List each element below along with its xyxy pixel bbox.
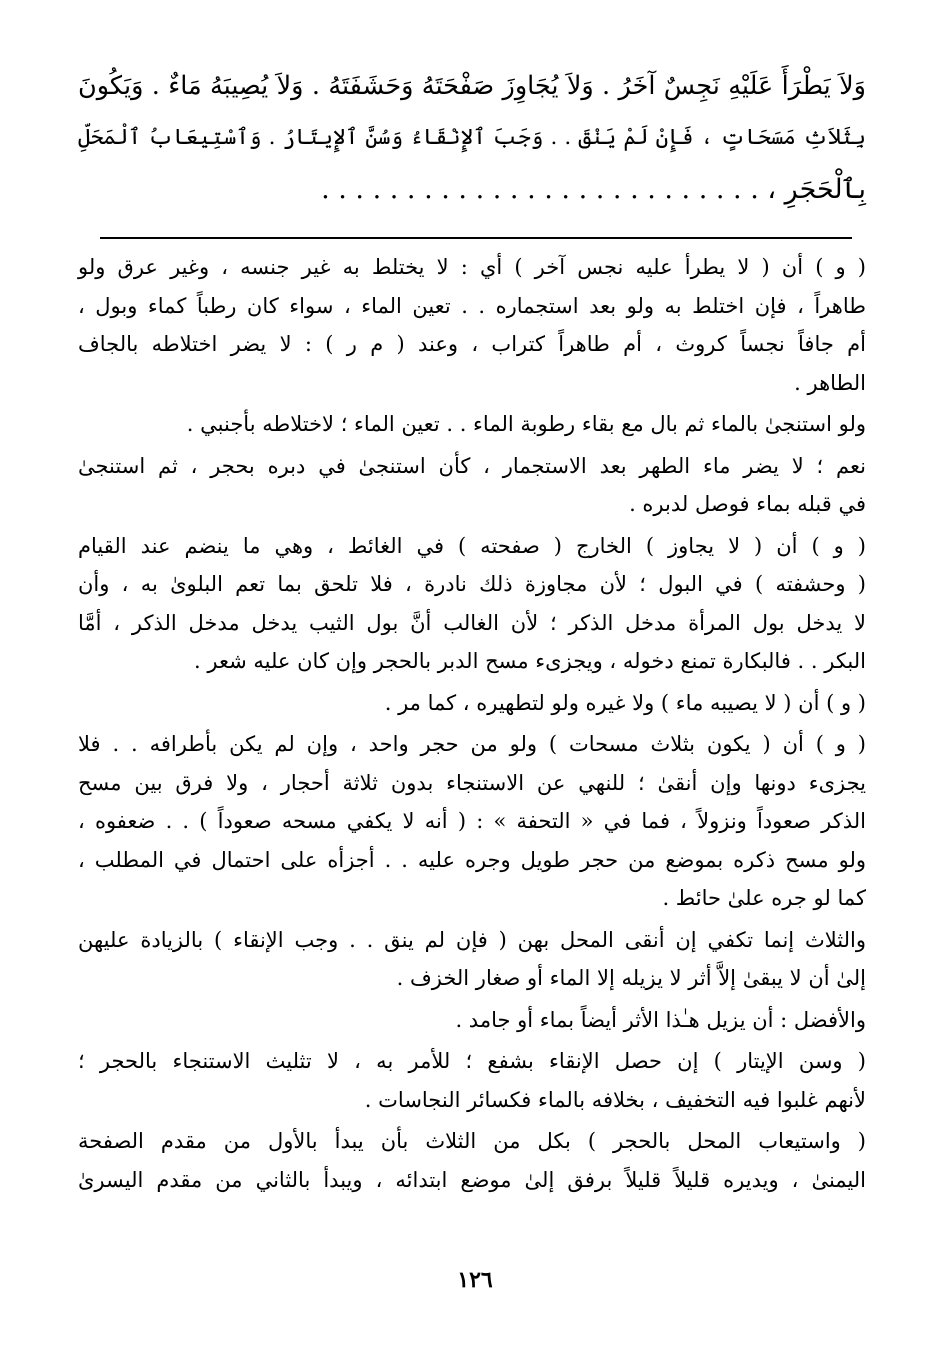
commentary-line: ( و ) أن ( لا يجاوز ) الخارج ( صفحته ) في الغائط ، وهي ما ينضم عند القيام: [78, 533, 866, 558]
commentary-line: لا يدخل بول المرأة مدخل الذكر ؛ لأن الغالب أنَّ بول الثيب يدخل مدخل الذكر ، أمَّا: [78, 610, 866, 635]
commentary-paragraph: [78, 1122, 866, 1199]
commentary-paragraph: [78, 684, 866, 723]
commentary-line: اليمنىٰ ، ويديره قليلاً قليلاً برفق إلىٰ موضع ابتدائه ، ويبدأ بالثاني من مقدم اليسرىٰ: [78, 1167, 866, 1192]
commentary-line: ( و ) أن ( يكون بثلاث مسحات ) ولو من حجر واحد ، وإن لم يكن بأطرافه . . فلا: [78, 732, 866, 756]
commentary-line: ولو مسح ذكره بموضع من حجر طويل وجره عليه . . أجزأه على احتمال في المطلب ،: [78, 847, 866, 872]
commentary-line: طاهراً ، فإن اختلط به ولو بعد استجماره . . تعين الماء ، سواء كان رطباً كماء وبول ،: [78, 293, 866, 318]
commentary-line: البكر . . فالبكارة تمنع دخوله ، ويجزىء مسح الدبر بالحجر وإن كان عليه شعر .: [194, 649, 866, 673]
commentary-line: ( واستيعاب المحل بالحجر ) بكل من الثلاث بأن يبدأ بالأول من مقدم الصفحة: [78, 1129, 866, 1153]
commentary-line: كما لو جره علىٰ حائط .: [662, 886, 866, 910]
commentary-paragraph: [78, 405, 866, 444]
commentary-paragraph: [78, 921, 866, 998]
commentary-paragraph: [78, 1042, 866, 1119]
commentary-paragraph: [78, 527, 866, 681]
commentary-text: [78, 248, 866, 1199]
commentary-paragraph: [78, 725, 866, 918]
commentary-line: أم جافاً نجساً كروث ، أم طاهراً كتراب ، وعند ( م ر ) : لا يضر اختلاطه بالجاف: [78, 332, 866, 356]
commentary-line: الطاهر .: [794, 370, 866, 395]
commentary-line: ( و ) أن ( لا يصيبه ماء ) ولا غيره ولو لتطهيره ، كما مر .: [384, 690, 866, 715]
section-divider: [100, 237, 852, 239]
matn-text: [78, 60, 866, 216]
commentary-line: إلىٰ أن لا يبقىٰ إلاَّ أثر لا يزيله إلا الماء أو صغار الخزف .: [396, 966, 866, 990]
commentary-paragraph: [78, 1001, 866, 1040]
page-number: ١٢٦: [457, 1267, 493, 1293]
commentary-line: في قبله بماء فوصل لدبره .: [629, 492, 866, 516]
matn-line: بِٱلْحَجَرِ ، . . . . . . . . . . . . . . . . . . . . . . . . . .: [321, 174, 866, 205]
matn-line: بِثَلاَثِ مَسَحَاتٍ ، فَإِنْ لَمْ يَنْقَ . . وَجَبَ ٱلإِنْقَاءُ وَسُنَّ ٱلإِيتَارُ . وَٱسْتِيعَابُ ٱلْمَحَلِّ: [78, 125, 866, 150]
commentary-line: والثلاث إنما تكفي إن أنقى المحل بهن ( فإن لم ينق . . وجب الإنقاء ) بالزيادة عليهن: [78, 927, 866, 952]
commentary-line: ( وسن الإيتار ) إن حصل الإنقاء بشفع ؛ للأمر به ، لا تثليث الاستنجاء بالحجر ؛: [78, 1049, 866, 1073]
commentary-paragraph: [78, 248, 866, 402]
commentary-line: ( و ) أن ( لا يطرأ عليه نجس آخر ) أي : لا يختلط به غير جنسه ، وغير عرق ولو: [78, 255, 866, 279]
commentary-line: ولو استنجىٰ بالماء ثم بال مع بقاء رطوبة الماء . . تعين الماء ؛ لاختلاطه بأجنبي .: [186, 412, 866, 436]
commentary-paragraph: [78, 447, 866, 524]
commentary-line: يجزىء دونها وإن أنقىٰ ؛ للنهي عن الاستنجاء بدون ثلاثة أحجار ، ولا فرق بين مسح: [78, 770, 866, 795]
matn-line: وَلاَ يَطْرَأَ عَلَيْهِ نَجِسٌ آخَرُ . وَلاَ يُجَاوِزَ صَفْحَتَهُ وَحَشَفَتَهُ . وَلاَ يُصِيبَهُ مَاءٌ . وَيَكُونَ: [78, 71, 866, 101]
commentary-line: نعم ؛ لا يضر ماء الطهر بعد الاستجمار ، كأن استنجىٰ في دبره بحجر ، ثم استنجىٰ: [78, 453, 866, 478]
commentary-line: والأفضل : أن يزيل هـٰذا الأثر أيضاً بماء أو جامد .: [455, 1007, 866, 1032]
commentary-line: لأنهم غلبوا فيه التخفيف ، بخلافه بالماء فكسائر النجاسات .: [364, 1087, 866, 1112]
commentary-line: الذكر صعوداً ونزولاً ، فما في « التحفة » : ( أنه لا يكفي مسحه صعوداً ) . . ضعفوه ،: [78, 809, 866, 833]
commentary-line: ( وحشفته ) في البول ؛ لأن مجاوزة ذلك نادرة ، فلا تلحق بما تعم البلوىٰ به ، وأن: [78, 572, 866, 596]
